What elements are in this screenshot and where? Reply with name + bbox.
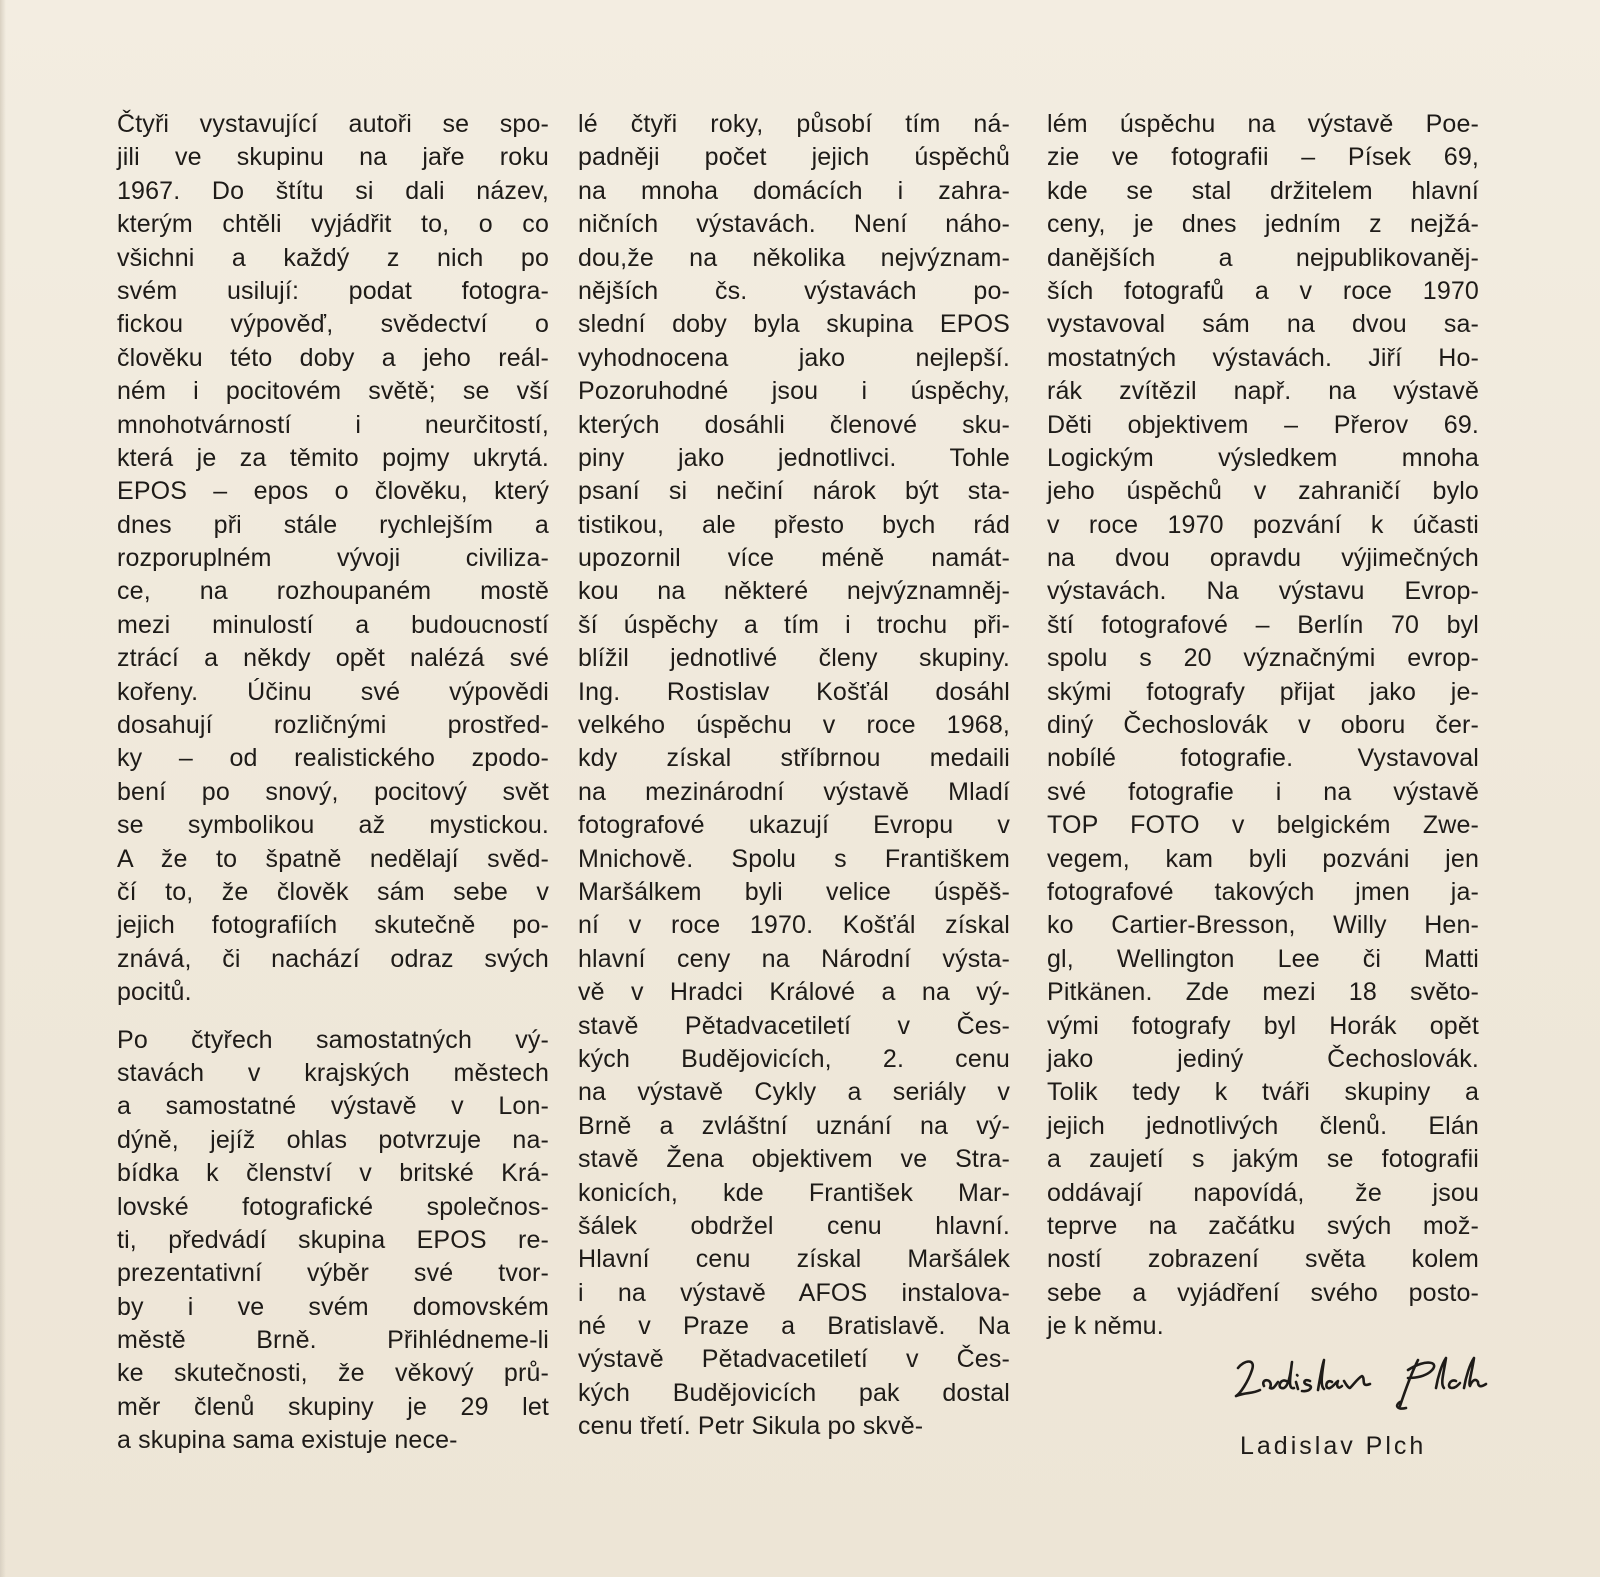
text-line: ní v roce 1970. Košťál získal [578, 911, 1010, 940]
text-line: mezi minulostí a budoucností [117, 610, 549, 639]
text-line: kdy získal stříbrnou medaili [578, 744, 1010, 773]
text-line: jejich jednotlivých členů. Elán [1047, 1111, 1479, 1140]
text-line: kde se stal držitelem hlavní [1047, 176, 1479, 205]
text-line: EPOS – epos o člověku, který [117, 477, 549, 506]
text-line: člověku této doby a jeho reál- [117, 343, 549, 372]
text-line: ko Cartier-Bresson, Willy Hen- [1047, 911, 1479, 940]
text-line: slední doby byla skupina EPOS [578, 310, 1010, 339]
handwritten-signature [1230, 1348, 1490, 1418]
text-line: zie ve fotografii – Písek 69, [1047, 143, 1479, 172]
text-line: jeho úspěchů v zahraničí bylo [1047, 477, 1479, 506]
text-line: Pozoruhodné jsou i úspěchy, [578, 377, 1010, 406]
text-line: spolu s 20 význačnými evrop- [1047, 644, 1479, 673]
text-line: tistikou, ale přesto bych rád [578, 510, 1010, 539]
text-line: konicích, kde František Mar- [578, 1178, 1010, 1207]
text-line: čí to, že člověk sám sebe v [117, 877, 549, 906]
text-line: TOP FOTO v belgickém Zwe- [1047, 811, 1479, 840]
text-line: výstavách. Na výstavu Evrop- [1047, 577, 1479, 606]
text-line: padněji počet jejich úspěchů [578, 143, 1010, 172]
text-line: na dvou opravdu výjimečných [1047, 544, 1479, 573]
paragraph-gap [117, 1010, 549, 1024]
text-line: bídka k členství v britské Krá- [117, 1159, 549, 1188]
text-line: vě v Hradci Králové a na vý- [578, 978, 1010, 1007]
text-line: stavách v krajských městech [117, 1058, 549, 1087]
text-line: a skupina sama existuje nece- [117, 1426, 458, 1455]
text-line: bení po snový, pocitový svět [117, 777, 549, 806]
text-line: ném i pocitovém světě; se vší [117, 377, 549, 406]
text-line: ští fotografové – Berlín 70 byl [1047, 610, 1479, 639]
text-line: blížil jednotlivé členy skupiny. [578, 644, 1010, 673]
text-line: měr členů skupiny je 29 let [117, 1392, 549, 1421]
text-line: která je za těmito pojmy ukrytá. [117, 443, 549, 472]
text-line: na výstavě Cykly a seriály v [578, 1078, 1010, 1107]
text-line: ke skutečnosti, že věkový prů- [117, 1359, 549, 1388]
text-line: Brně a zvláštní uznání na vý- [578, 1111, 1010, 1140]
text-column-3 [1047, 108, 1479, 1343]
text-line: lovské fotografické společnos- [117, 1192, 549, 1221]
text-line: A že to špatně nedělají svěd- [117, 844, 549, 873]
text-line: hlavní ceny na Národní výsta- [578, 944, 1010, 973]
text-line: a samostatné výstavě v Lon- [117, 1092, 549, 1121]
text-line: nobílé fotografie. Vystavoval [1047, 744, 1479, 773]
text-line: jili ve skupinu na jaře roku [117, 143, 549, 172]
text-column-1 [117, 108, 549, 1458]
text-line: prezentativní výběr své tvor- [117, 1259, 549, 1288]
text-line: piny jako jednotlivci. Tohle [578, 443, 1010, 472]
text-line: mostatných výstavách. Jiří Ho- [1047, 343, 1479, 372]
text-line: dýně, jejíž ohlas potvrzuje na- [117, 1125, 549, 1154]
text-line: se symbolikou až mystickou. [117, 811, 549, 840]
text-line: vystavoval sám na dvou sa- [1047, 310, 1479, 339]
text-line: né v Praze a Bratislavě. Na [578, 1312, 1010, 1341]
text-line: výstavě Pětadvacetiletí v Čes- [578, 1345, 1010, 1374]
text-line: městě Brně. Přihlédneme-li [117, 1326, 549, 1355]
text-line: upozornil více méně namát- [578, 544, 1010, 573]
text-line: stavě Pětadvacetiletí v Čes- [578, 1011, 1010, 1040]
text-line: danějších a nejpublikovaněj- [1047, 243, 1479, 272]
text-line: kterých dosáhli členové sku- [578, 410, 1010, 439]
text-line: dou,že na několika nejvýznam- [578, 243, 1010, 272]
text-line: kořeny. Účinu své výpovědi [117, 677, 549, 706]
text-line: cenu třetí. Petr Sikula po skvě- [578, 1412, 924, 1441]
text-line: jejich fotografiích skutečně po- [117, 911, 549, 940]
text-line: vegem, kam byli pozváni jen [1047, 844, 1479, 873]
text-line: lé čtyři roky, působí tím ná- [578, 110, 1010, 138]
text-line: na mnoha domácích i zahra- [578, 176, 1010, 205]
text-line: teprve na začátku svých mož- [1047, 1211, 1479, 1240]
text-line: Hlavní cenu získal Maršálek [578, 1245, 1010, 1274]
text-line: 1967. Do štítu si dali název, [117, 176, 549, 205]
text-line: rozporuplném vývoji civiliza- [117, 544, 549, 573]
text-line: Logickým výsledkem mnoha [1047, 443, 1479, 472]
text-line: kterým chtěli vyjádřit to, o co [117, 210, 549, 239]
author-name: Ladislav Plch [1240, 1432, 1427, 1460]
text-line: Tolik tedy k tváři skupiny a [1047, 1078, 1479, 1107]
text-line: ztrácí a někdy opět nalézá své [117, 644, 549, 673]
text-line: ších fotografů a v roce 1970 [1047, 276, 1479, 305]
text-line: velkého úspěchu v roce 1968, [578, 711, 1010, 740]
text-line: lém úspěchu na výstavě Poe- [1047, 110, 1479, 138]
text-line: psaní si nečiní nárok být sta- [578, 477, 1010, 506]
text-line: je k němu. [1047, 1312, 1164, 1341]
text-line: své fotografie i na výstavě [1047, 777, 1479, 806]
text-line: Čtyři vystavující autoři se spo- [117, 110, 549, 138]
text-line: skými fotografy přijat jako je- [1047, 677, 1479, 706]
text-line: ností zobrazení světa kolem [1047, 1245, 1479, 1274]
text-line: v roce 1970 pozvání k účasti [1047, 510, 1479, 539]
text-line: ší úspěchy a tím i trochu při- [578, 610, 1010, 639]
text-line: ničních výstavách. Není náho- [578, 210, 1010, 239]
text-line: by i ve svém domovském [117, 1292, 549, 1321]
text-line: na mezinárodní výstavě Mladí [578, 777, 1010, 806]
text-line: ce, na rozhoupaném mostě [117, 577, 549, 606]
page-spine-shadow [0, 0, 6, 1577]
text-line: ti, předvádí skupina EPOS re- [117, 1225, 549, 1254]
text-line: rák zvítězil např. na výstavě [1047, 377, 1479, 406]
text-line: znává, či nachází odraz svých [117, 944, 549, 973]
text-line: Ing. Rostislav Košťál dosáhl [578, 677, 1010, 706]
text-line: kých Budějovicích pak dostal [578, 1378, 1010, 1407]
text-line: fotografové takových jmen ja- [1047, 877, 1479, 906]
text-line: jako jediný Čechoslovák. [1047, 1044, 1479, 1073]
text-line: svém usilují: podat fotogra- [117, 276, 549, 305]
text-line: nějších čs. výstavách po- [578, 276, 1010, 305]
text-line: šálek obdržel cenu hlavní. [578, 1211, 1010, 1240]
text-line: všichni a každý z nich po [117, 243, 549, 272]
text-line: vými fotografy byl Horák opět [1047, 1011, 1479, 1040]
text-line: kých Budějovicích, 2. cenu [578, 1044, 1010, 1073]
text-line: stavě Žena objektivem ve Stra- [578, 1145, 1010, 1174]
text-line: vyhodnocena jako nejlepší. [578, 343, 1010, 372]
text-line: pocitů. [117, 978, 192, 1007]
text-line: a zaujetí s jakým se fotografii [1047, 1145, 1479, 1174]
text-line: gl, Wellington Lee či Matti [1047, 944, 1479, 973]
text-line: Mnichově. Spolu s Františkem [578, 844, 1010, 873]
text-line: dosahují rozličnými prostřed- [117, 711, 549, 740]
text-column-2 [578, 108, 1010, 1444]
text-line: Maršálkem byli velice úspěš- [578, 877, 1010, 906]
text-line: sebe a vyjádření svého posto- [1047, 1278, 1479, 1307]
text-line: fotografové ukazují Evropu v [578, 811, 1010, 840]
text-line: ky – od realistického zpodo- [117, 744, 549, 773]
text-line: fickou výpověď, svědectví o [117, 310, 549, 339]
text-line: Po čtyřech samostatných vý- [117, 1025, 549, 1054]
text-line: Děti objektivem – Přerov 69. [1047, 410, 1479, 439]
text-line: diný Čechoslovák v oboru čer- [1047, 711, 1479, 740]
text-line: oddávají napovídá, že jsou [1047, 1178, 1479, 1207]
text-line: kou na některé nejvýznamněj- [578, 577, 1010, 606]
text-line: Pitkänen. Zde mezi 18 světo- [1047, 978, 1479, 1007]
text-line: mnohotvárností i neurčitostí, [117, 410, 549, 439]
text-line: ceny, je dnes jedním z nejžá- [1047, 210, 1479, 239]
text-line: i na výstavě AFOS instalova- [578, 1278, 1010, 1307]
text-line: dnes při stále rychlejším a [117, 510, 549, 539]
